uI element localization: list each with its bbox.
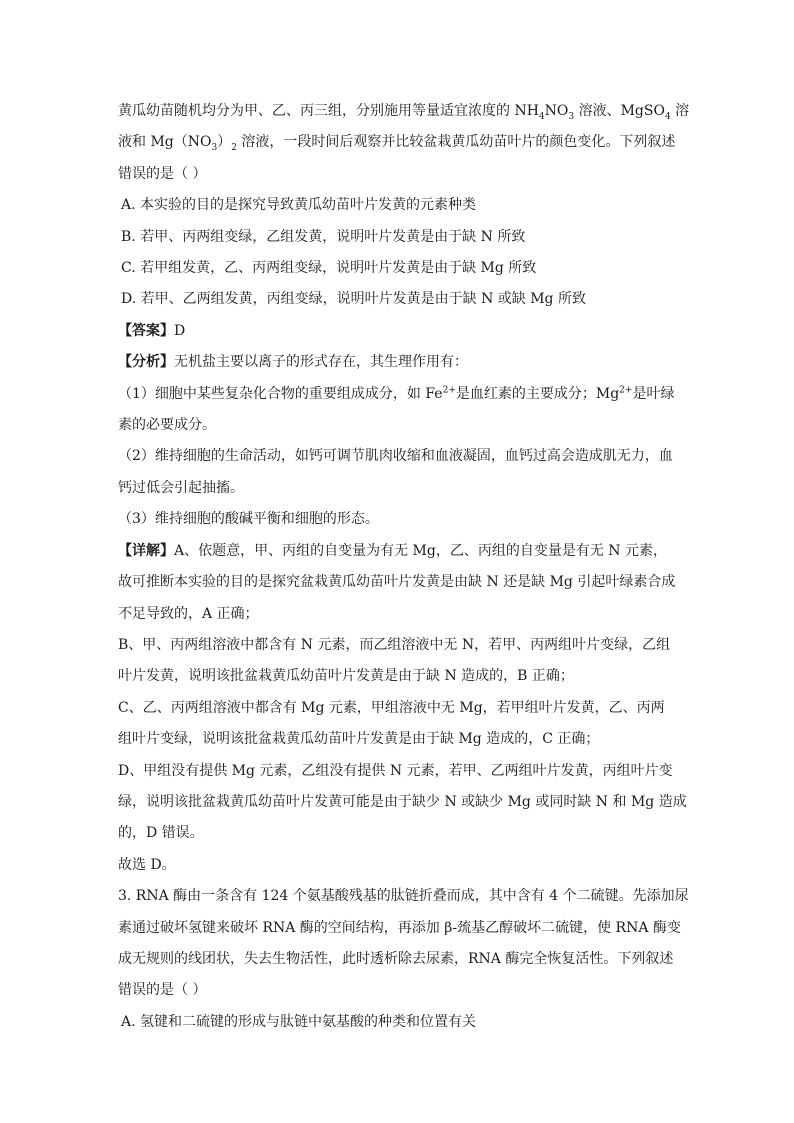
detail-label: 【详解】 [118, 542, 174, 559]
detail-a-line-3: 不足导致的，A 正确； [118, 605, 259, 622]
detail-a-line-2: 故可推断本实验的目的是探究盆栽黄瓜幼苗叶片发黄是由缺 N 还是缺 Mg 引起叶绿素合成 [118, 574, 676, 591]
q2-stem-line-1: 黄瓜幼苗随机均分为甲、乙、丙三组，分别施用等量适宜浓度的 $NH_4NO_3$ 溶液、MgSO$_4$ 溶 [118, 103, 690, 122]
analysis-point-1-line-2: 素的必要成分。 [118, 417, 216, 434]
analysis-point-3: （3）维持细胞的酸碱平衡和细胞的形态。 [118, 511, 379, 528]
detail-c-line-1: C、乙、丙两组溶液中都含有 Mg 元素，甲组溶液中无 Mg，若甲组叶片发黄，乙、丙两 [118, 699, 665, 716]
detail-c-line-2: 组叶片变绿，说明该批盆栽黄瓜幼苗叶片发黄是由于缺 Mg 造成的，C 正确； [118, 731, 600, 748]
q2-option-c: C. 若甲组发黄，乙、丙两组变绿，说明叶片发黄是由于缺 Mg 所致 [121, 260, 537, 277]
q2-stem-line-3: 错误的是（ ） [118, 165, 207, 182]
q3-stem-line-2: 素通过破坏氢键来破坏 RNA 酶的空间结构，再添加 β-巯基乙醇破坏二硫键，使 RNA 酶变 [118, 919, 681, 936]
analysis-point-2-line-2: 钙过低会引起抽搐。 [118, 479, 244, 496]
q3-stem-line-1: 3. RNA 酶由一条含有 124 个氨基酸残基的肽链折叠而成，其中含有 4 个二硫键。先添加尿 [118, 888, 689, 905]
detail-b-line-1: B、甲、丙两组溶液中都含有 N 元素，而乙组溶液中无 N，若甲、丙两组叶片变绿，乙组 [118, 636, 671, 653]
q2-option-b: B. 若甲、丙两组变绿，乙组发黄，说明叶片发黄是由于缺 N 所致 [121, 228, 526, 245]
document-content [118, 96, 690, 1038]
answer-label: 【答案】 [118, 322, 174, 339]
detail-a-line-1: 【详解】A、依题意，甲、丙组的自变量为有无 Mg，乙、丙组的自变量是有无 N 元素， [118, 542, 668, 559]
detail-b-line-2: 叶片发黄，说明该批盆栽黄瓜幼苗叶片发黄是由于缺 N 造成的，B 正确； [118, 668, 574, 685]
analysis-point-1-line-1: （1）细胞中某些复杂化合物的重要组成成分，如 $Fe^{2+}$是血红素的主要成分；$Mg^{2+}$是叶绿 [118, 385, 675, 402]
detail-choose: 故选 D。 [118, 856, 176, 873]
q3-stem-line-4: 错误的是（ ） [118, 982, 207, 999]
q3-option-a: A. 氢键和二硫键的形成与肽链中氨基酸的种类和位置有关 [121, 1013, 477, 1030]
analysis-point-2-line-1: （2）维持细胞的生命活动，如钙可调节肌肉收缩和血液凝固，血钙过高会造成肌无力，血 [118, 448, 673, 465]
answer-value: D [174, 322, 186, 339]
detail-d-line-3: 的，D 错误。 [118, 825, 204, 842]
q3-stem-line-3: 成无规则的线团状，失去生物活性，此时透析除去尿素，RNA 酶完全恢复活性。下列叙述 [118, 950, 674, 967]
detail-d-line-1: D、甲组没有提供 Mg 元素，乙组没有提供 N 元素，若甲、乙两组叶片发黄，丙组叶片变 [118, 762, 673, 779]
answer-line [118, 316, 678, 347]
q2-option-a: A. 本实验的目的是探究导致黄瓜幼苗叶片发黄的元素种类 [121, 197, 477, 214]
q2-option-d: D. 若甲、乙两组发黄，丙组变绿，说明叶片发黄是由于缺 N 或缺 Mg 所致 [121, 291, 586, 308]
q2-stem-line-2: 液和 $Mg(NO_3)_2$ 溶液，一段时间后观察并比较盆栽黄瓜幼苗叶片的颜色变化。下列叙述 [118, 134, 676, 154]
analysis-intro: 【分析】无机盐主要以离子的形式存在，其生理作用有： [118, 354, 468, 371]
analysis-label: 【分析】 [118, 354, 174, 371]
detail-d-line-2: 绿，说明该批盆栽黄瓜幼苗叶片发黄可能是由于缺少 N 或缺少 Mg 或同时缺 N 和 Mg 造成 [118, 793, 687, 810]
